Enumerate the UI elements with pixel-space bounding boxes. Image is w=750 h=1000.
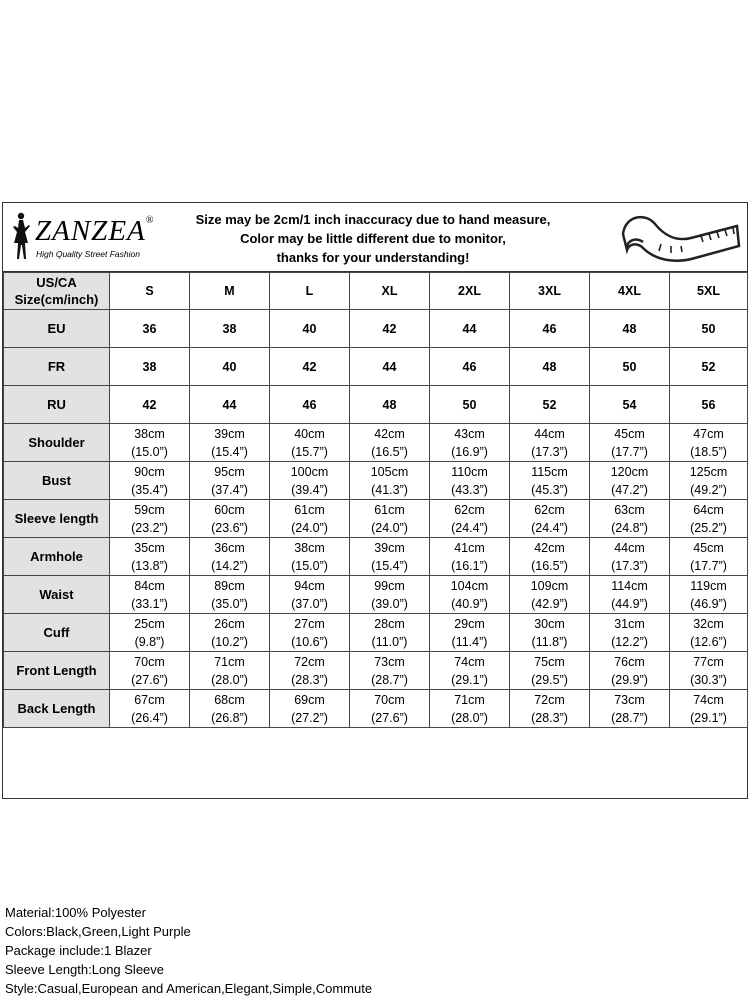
cell-inch-value: (28.7”) bbox=[611, 710, 648, 725]
cell-inch-value: (12.2”) bbox=[611, 634, 648, 649]
table-cell bbox=[590, 424, 670, 462]
table-cell: 42 bbox=[350, 310, 430, 348]
cell-inch-value: (30.3”) bbox=[690, 672, 727, 687]
cell-inch-value: (26.4”) bbox=[131, 710, 168, 725]
cell-cm-value: 45cm bbox=[614, 426, 645, 441]
table-cell bbox=[270, 538, 350, 576]
table-cell bbox=[270, 462, 350, 500]
cell-inch-value: (18.5”) bbox=[690, 444, 727, 459]
table-row bbox=[4, 652, 748, 690]
cell-cm-value: 74cm bbox=[693, 692, 724, 707]
table-cell: 42 bbox=[270, 348, 350, 386]
info-package: Package include:1 Blazer bbox=[5, 943, 152, 958]
cell-inch-value: (49.2”) bbox=[690, 482, 727, 497]
table-cell bbox=[590, 614, 670, 652]
cell-cm-value: 125cm bbox=[689, 464, 728, 479]
cell-inch-value: (25.2”) bbox=[690, 520, 727, 535]
table-cell: 40 bbox=[270, 310, 350, 348]
table-cell bbox=[350, 424, 430, 462]
cell-cm-value: 47cm bbox=[693, 426, 724, 441]
table-row bbox=[4, 690, 748, 728]
row-label: RU bbox=[4, 386, 110, 424]
cell-cm-value: 64cm bbox=[693, 502, 724, 517]
cell-cm-value: 114cm bbox=[611, 578, 648, 593]
cell-cm-value: 84cm bbox=[134, 578, 165, 593]
table-cell bbox=[430, 500, 510, 538]
cell-cm-value: 39cm bbox=[374, 540, 405, 555]
cell-inch-value: (24.8”) bbox=[611, 520, 648, 535]
cell-cm-value: 100cm bbox=[290, 464, 329, 479]
table-cell bbox=[190, 576, 270, 614]
table-row bbox=[4, 348, 748, 386]
table-cell: 46 bbox=[510, 310, 590, 348]
table-cell bbox=[350, 652, 430, 690]
cell-cm-value: 44cm bbox=[614, 540, 645, 555]
cell-cm-value: 36cm bbox=[214, 540, 245, 555]
info-sleeve-length: Sleeve Length:Long Sleeve bbox=[5, 962, 165, 977]
table-row bbox=[4, 538, 748, 576]
table-cell bbox=[270, 576, 350, 614]
table-cell bbox=[190, 424, 270, 462]
cell-cm-value: 95cm bbox=[214, 464, 245, 479]
row-label: Bust bbox=[4, 462, 110, 500]
size-column-header: L bbox=[270, 273, 350, 310]
table-cell bbox=[350, 500, 430, 538]
cell-cm-value: 45cm bbox=[693, 540, 724, 555]
cell-cm-value: 99cm bbox=[374, 578, 405, 593]
cell-inch-value: (37.4”) bbox=[211, 482, 248, 497]
table-cell bbox=[190, 614, 270, 652]
cell-inch-value: (17.3”) bbox=[531, 444, 568, 459]
table-cell bbox=[670, 500, 748, 538]
table-cell bbox=[590, 538, 670, 576]
table-cell bbox=[110, 652, 190, 690]
table-cell bbox=[110, 538, 190, 576]
row-label: Sleeve length bbox=[4, 500, 110, 538]
cell-cm-value: 62cm bbox=[454, 502, 485, 517]
table-cell: 44 bbox=[430, 310, 510, 348]
row-label: FR bbox=[4, 348, 110, 386]
size-table bbox=[3, 272, 748, 728]
info-colors: Colors:Black,Green,Light Purple bbox=[5, 924, 191, 939]
cell-inch-value: (17.7”) bbox=[611, 444, 648, 459]
cell-cm-value: 59cm bbox=[134, 502, 165, 517]
chart-header bbox=[3, 203, 747, 272]
table-cell: 48 bbox=[590, 310, 670, 348]
note-line: Color may be little different due to monitor, bbox=[240, 231, 506, 246]
cell-inch-value: (13.8”) bbox=[131, 558, 168, 573]
table-cell bbox=[190, 538, 270, 576]
cell-cm-value: 109cm bbox=[530, 578, 569, 593]
cell-cm-value: 115cm bbox=[531, 464, 568, 479]
table-cell bbox=[350, 538, 430, 576]
cell-cm-value: 94cm bbox=[294, 578, 325, 593]
table-cell bbox=[110, 462, 190, 500]
cell-cm-value: 35cm bbox=[134, 540, 165, 555]
brand-name: ZANZEA® bbox=[35, 215, 155, 247]
row-label: Back Length bbox=[4, 690, 110, 728]
note-line: thanks for your understanding! bbox=[276, 250, 470, 265]
cell-cm-value: 63cm bbox=[614, 502, 645, 517]
cell-inch-value: (45.3”) bbox=[531, 482, 568, 497]
cell-cm-value: 120cm bbox=[610, 464, 649, 479]
cell-inch-value: (15.0”) bbox=[131, 444, 168, 459]
cell-inch-value: (27.6”) bbox=[131, 672, 168, 687]
table-cell: 38 bbox=[110, 348, 190, 386]
cell-cm-value: 71cm bbox=[454, 692, 485, 707]
brand-logo bbox=[9, 211, 199, 263]
cell-cm-value: 67cm bbox=[134, 692, 165, 707]
cell-inch-value: (14.2”) bbox=[211, 558, 248, 573]
cell-cm-value: 42cm bbox=[374, 426, 405, 441]
table-cell: 44 bbox=[190, 386, 270, 424]
measuring-tape-icon bbox=[615, 206, 743, 268]
cell-inch-value: (15.7”) bbox=[291, 444, 328, 459]
cell-inch-value: (9.8”) bbox=[134, 634, 165, 649]
table-row bbox=[4, 386, 748, 424]
cell-inch-value: (27.2”) bbox=[291, 710, 328, 725]
cell-inch-value: (24.4”) bbox=[451, 520, 488, 535]
cell-cm-value: 73cm bbox=[614, 692, 645, 707]
table-cell bbox=[190, 462, 270, 500]
table-cell bbox=[590, 652, 670, 690]
cell-cm-value: 70cm bbox=[134, 654, 165, 669]
brand-tagline: High Quality Street Fashion bbox=[36, 249, 140, 259]
table-cell bbox=[510, 614, 590, 652]
size-column-header: M bbox=[190, 273, 270, 310]
table-cell bbox=[190, 652, 270, 690]
cell-cm-value: 41cm bbox=[454, 540, 485, 555]
cell-inch-value: (43.3”) bbox=[451, 482, 488, 497]
table-cell bbox=[590, 576, 670, 614]
table-cell: 48 bbox=[350, 386, 430, 424]
table-cell bbox=[670, 576, 748, 614]
cell-cm-value: 44cm bbox=[534, 426, 565, 441]
cell-cm-value: 76cm bbox=[614, 654, 645, 669]
table-cell bbox=[510, 576, 590, 614]
cell-cm-value: 31cm bbox=[614, 616, 645, 631]
cell-cm-value: 90cm bbox=[134, 464, 165, 479]
table-cell bbox=[590, 690, 670, 728]
table-cell bbox=[590, 462, 670, 500]
size-column-header: 2XL bbox=[430, 273, 510, 310]
product-info bbox=[5, 903, 372, 998]
woman-silhouette-icon bbox=[9, 211, 35, 263]
table-cell bbox=[430, 690, 510, 728]
table-cell: 48 bbox=[510, 348, 590, 386]
size-column-header: 5XL bbox=[670, 273, 748, 310]
size-header-row bbox=[4, 273, 748, 310]
cell-inch-value: (12.6”) bbox=[690, 634, 727, 649]
cell-inch-value: (16.5”) bbox=[531, 558, 568, 573]
header-label-line: Size(cm/inch) bbox=[14, 292, 99, 307]
table-row bbox=[4, 614, 748, 652]
info-style: Style:Casual,European and American,Elegant,Simple,Commute bbox=[5, 981, 373, 996]
cell-inch-value: (17.3”) bbox=[611, 558, 648, 573]
table-row bbox=[4, 424, 748, 462]
cell-cm-value: 69cm bbox=[294, 692, 325, 707]
cell-cm-value: 38cm bbox=[134, 426, 165, 441]
cell-cm-value: 39cm bbox=[214, 426, 245, 441]
table-cell bbox=[110, 500, 190, 538]
table-row bbox=[4, 500, 748, 538]
cell-inch-value: (44.9”) bbox=[611, 596, 648, 611]
table-cell: 38 bbox=[190, 310, 270, 348]
table-cell bbox=[670, 652, 748, 690]
cell-cm-value: 72cm bbox=[534, 692, 565, 707]
table-cell bbox=[110, 576, 190, 614]
cell-cm-value: 61cm bbox=[294, 502, 325, 517]
cell-inch-value: (24.0”) bbox=[291, 520, 328, 535]
row-label: Cuff bbox=[4, 614, 110, 652]
cell-inch-value: (11.4”) bbox=[451, 634, 488, 649]
cell-inch-value: (10.6”) bbox=[291, 634, 328, 649]
table-cell bbox=[670, 690, 748, 728]
cell-inch-value: (29.5”) bbox=[531, 672, 568, 687]
table-cell bbox=[510, 652, 590, 690]
cell-inch-value: (28.0”) bbox=[451, 710, 488, 725]
cell-inch-value: (15.4”) bbox=[371, 558, 408, 573]
size-column-header: 3XL bbox=[510, 273, 590, 310]
cell-cm-value: 38cm bbox=[294, 540, 325, 555]
table-cell bbox=[430, 652, 510, 690]
cell-inch-value: (23.6”) bbox=[211, 520, 248, 535]
cell-inch-value: (15.4”) bbox=[211, 444, 248, 459]
table-cell: 42 bbox=[110, 386, 190, 424]
table-cell bbox=[670, 538, 748, 576]
cell-cm-value: 70cm bbox=[374, 692, 405, 707]
cell-cm-value: 89cm bbox=[214, 578, 245, 593]
cell-inch-value: (23.2”) bbox=[131, 520, 168, 535]
cell-inch-value: (24.4”) bbox=[531, 520, 568, 535]
table-cell bbox=[590, 500, 670, 538]
table-cell bbox=[670, 614, 748, 652]
table-cell bbox=[270, 500, 350, 538]
cell-cm-value: 32cm bbox=[693, 616, 724, 631]
table-cell bbox=[270, 652, 350, 690]
table-cell: 50 bbox=[670, 310, 748, 348]
cell-inch-value: (46.9”) bbox=[690, 596, 727, 611]
cell-inch-value: (11.0”) bbox=[371, 634, 408, 649]
table-cell bbox=[270, 424, 350, 462]
cell-cm-value: 29cm bbox=[454, 616, 485, 631]
table-cell bbox=[670, 424, 748, 462]
cell-cm-value: 105cm bbox=[370, 464, 409, 479]
cell-inch-value: (28.3”) bbox=[531, 710, 568, 725]
cell-inch-value: (24.0”) bbox=[371, 520, 408, 535]
table-cell: 50 bbox=[430, 386, 510, 424]
cell-inch-value: (28.3”) bbox=[291, 672, 328, 687]
table-cell bbox=[510, 538, 590, 576]
cell-inch-value: (29.9”) bbox=[611, 672, 648, 687]
cell-inch-value: (17.7”) bbox=[690, 558, 727, 573]
cell-inch-value: (40.9”) bbox=[451, 596, 488, 611]
cell-inch-value: (35.0”) bbox=[211, 596, 248, 611]
table-cell: 40 bbox=[190, 348, 270, 386]
cell-inch-value: (29.1”) bbox=[690, 710, 727, 725]
cell-cm-value: 60cm bbox=[214, 502, 245, 517]
cell-cm-value: 77cm bbox=[693, 654, 724, 669]
cell-cm-value: 25cm bbox=[134, 616, 165, 631]
row-label: Shoulder bbox=[4, 424, 110, 462]
cell-inch-value: (16.1”) bbox=[451, 558, 488, 573]
table-cell bbox=[110, 614, 190, 652]
table-cell: 46 bbox=[430, 348, 510, 386]
cell-cm-value: 72cm bbox=[294, 654, 325, 669]
cell-inch-value: (37.0”) bbox=[291, 596, 328, 611]
table-cell: 56 bbox=[670, 386, 748, 424]
table-cell: 54 bbox=[590, 386, 670, 424]
cell-inch-value: (10.2”) bbox=[211, 634, 248, 649]
cell-inch-value: (28.7”) bbox=[371, 672, 408, 687]
table-cell: 52 bbox=[510, 386, 590, 424]
table-cell bbox=[110, 424, 190, 462]
cell-cm-value: 26cm bbox=[214, 616, 245, 631]
cell-cm-value: 30cm bbox=[534, 616, 565, 631]
table-cell bbox=[110, 690, 190, 728]
cell-inch-value: (33.1”) bbox=[131, 596, 168, 611]
table-cell bbox=[350, 614, 430, 652]
table-cell bbox=[350, 576, 430, 614]
cell-inch-value: (11.8”) bbox=[531, 634, 568, 649]
table-cell bbox=[190, 500, 270, 538]
row-label: EU bbox=[4, 310, 110, 348]
table-row bbox=[4, 310, 748, 348]
note-line: Size may be 2cm/1 inch inaccuracy due to hand measure, bbox=[195, 212, 551, 227]
size-header-label bbox=[4, 273, 110, 310]
cell-cm-value: 27cm bbox=[294, 616, 325, 631]
row-label: Waist bbox=[4, 576, 110, 614]
header-label-line: US/CA bbox=[36, 275, 77, 290]
cell-inch-value: (16.5”) bbox=[371, 444, 408, 459]
table-cell bbox=[430, 538, 510, 576]
cell-cm-value: 43cm bbox=[454, 426, 485, 441]
cell-cm-value: 75cm bbox=[534, 654, 565, 669]
cell-cm-value: 28cm bbox=[374, 616, 405, 631]
table-cell: 52 bbox=[670, 348, 748, 386]
table-cell bbox=[510, 500, 590, 538]
size-column-header: S bbox=[110, 273, 190, 310]
table-cell bbox=[430, 462, 510, 500]
cell-inch-value: (15.0”) bbox=[291, 558, 328, 573]
cell-cm-value: 71cm bbox=[214, 654, 245, 669]
cell-inch-value: (39.0”) bbox=[371, 596, 408, 611]
table-cell bbox=[430, 576, 510, 614]
cell-cm-value: 119cm bbox=[690, 578, 727, 593]
table-cell: 46 bbox=[270, 386, 350, 424]
table-cell bbox=[510, 462, 590, 500]
info-material: Material:100% Polyester bbox=[5, 905, 146, 920]
cell-cm-value: 73cm bbox=[374, 654, 405, 669]
table-cell bbox=[190, 690, 270, 728]
cell-inch-value: (29.1”) bbox=[451, 672, 488, 687]
table-cell bbox=[510, 424, 590, 462]
cell-cm-value: 62cm bbox=[534, 502, 565, 517]
table-cell bbox=[430, 614, 510, 652]
cell-cm-value: 74cm bbox=[454, 654, 485, 669]
cell-inch-value: (16.9”) bbox=[451, 444, 488, 459]
table-cell: 36 bbox=[110, 310, 190, 348]
table-cell bbox=[270, 614, 350, 652]
table-cell bbox=[670, 462, 748, 500]
cell-inch-value: (42.9”) bbox=[531, 596, 568, 611]
cell-inch-value: (39.4”) bbox=[291, 482, 328, 497]
table-cell: 44 bbox=[350, 348, 430, 386]
cell-cm-value: 68cm bbox=[214, 692, 245, 707]
measurement-notes bbox=[193, 210, 553, 267]
row-label: Front Length bbox=[4, 652, 110, 690]
cell-inch-value: (47.2”) bbox=[611, 482, 648, 497]
cell-cm-value: 61cm bbox=[374, 502, 405, 517]
cell-cm-value: 42cm bbox=[534, 540, 565, 555]
cell-inch-value: (26.8”) bbox=[211, 710, 248, 725]
cell-cm-value: 104cm bbox=[450, 578, 489, 593]
table-cell bbox=[510, 690, 590, 728]
row-label: Armhole bbox=[4, 538, 110, 576]
cell-cm-value: 110cm bbox=[451, 464, 488, 479]
table-row bbox=[4, 576, 748, 614]
table-cell bbox=[430, 424, 510, 462]
size-column-header: 4XL bbox=[590, 273, 670, 310]
table-cell bbox=[350, 690, 430, 728]
size-column-header: XL bbox=[350, 273, 430, 310]
table-cell: 50 bbox=[590, 348, 670, 386]
cell-inch-value: (28.0”) bbox=[211, 672, 248, 687]
cell-inch-value: (35.4”) bbox=[131, 482, 168, 497]
cell-cm-value: 40cm bbox=[294, 426, 325, 441]
table-cell bbox=[270, 690, 350, 728]
size-chart bbox=[2, 202, 748, 996]
table-cell bbox=[350, 462, 430, 500]
cell-inch-value: (41.3”) bbox=[371, 482, 408, 497]
table-row bbox=[4, 462, 748, 500]
cell-inch-value: (27.6”) bbox=[371, 710, 408, 725]
